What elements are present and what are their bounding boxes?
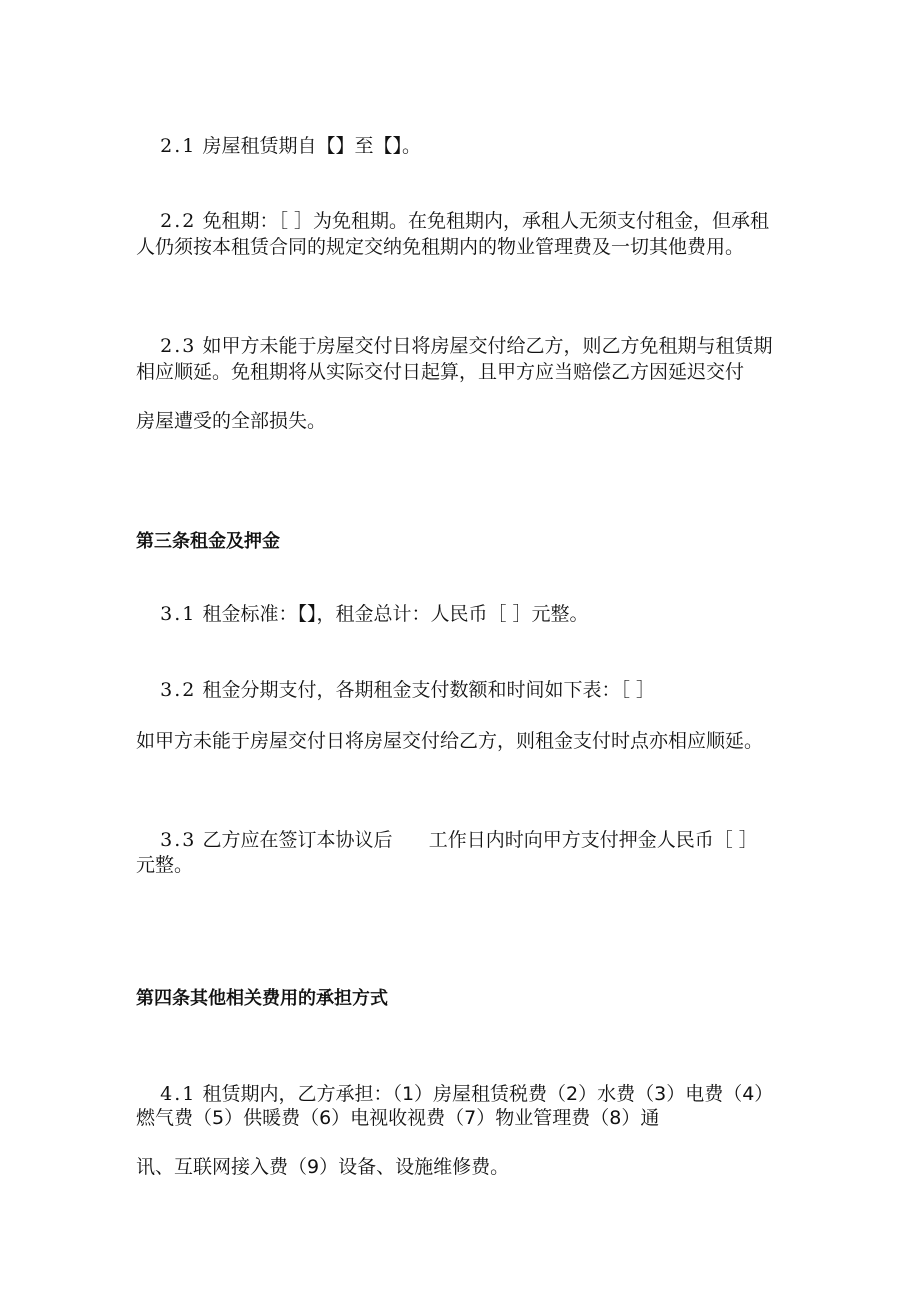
clause-text: 租金标准：【】，租金总计：人民币［ ］元整。 xyxy=(202,603,589,625)
clause-3-1 xyxy=(136,578,588,650)
clause-text: 租金分期支付，各期租金支付数额和时间如下表：［ ］ xyxy=(202,679,655,701)
clause-2-1 xyxy=(136,110,421,182)
clause-3-2-note: 如甲方未能于房屋交付日将房屋交付给乙方，则租金支付时点亦相应顺延。 xyxy=(136,730,764,752)
clause-text: 乙方应在签订本协议后 xyxy=(202,829,393,851)
clause-text: 免租期：［ ］为免租期。在免租期内，承租人无须支付租金，但承租 xyxy=(202,210,769,232)
clause-number: 2.3 xyxy=(160,335,197,357)
clause-2-3-line-2: 相应顺延。免租期将从实际交付日起算，且甲方应当赔偿乙方因延迟交付 xyxy=(136,361,745,383)
article-3-heading: 第三条租金及押金 xyxy=(136,531,280,552)
clause-2-2-line-2: 人仍须按本租赁合同的规定交纳免租期内的物业管理费及一切其他费用。 xyxy=(136,236,745,258)
clause-text: 房屋租赁期自【】至【】。 xyxy=(202,135,421,157)
clause-number: 2.1 xyxy=(160,135,197,157)
clause-4-1-line-3: 讯、互联网接入费（9）设备、设施维修费。 xyxy=(136,1156,510,1178)
clause-number: 2.2 xyxy=(160,210,197,232)
clause-number: 3.2 xyxy=(160,679,197,701)
clause-4-1-line-2: 燃气费（5）供暖费（6）电视收视费（7）物业管理费（8）通 xyxy=(136,1107,660,1129)
clause-number: 3.1 xyxy=(160,603,197,625)
clause-3-3-line-1 xyxy=(136,804,758,876)
clause-number: 3.3 xyxy=(160,829,197,851)
clause-2-3-line-3: 房屋遭受的全部损失。 xyxy=(136,410,327,432)
clause-number: 4.1 xyxy=(160,1083,197,1105)
clause-3-3-line-2: 元整。 xyxy=(136,854,194,876)
clause-text-cont: 工作日内时向甲方支付押金人民币［ ］ xyxy=(428,829,758,851)
clause-3-2 xyxy=(136,654,655,726)
clause-text: 如甲方未能于房屋交付日将房屋交付给乙方，则乙方免租期与租赁期 xyxy=(202,335,773,357)
clause-text: 租赁期内，乙方承担：（1）房屋租赁税费（2）水费（3）电费（4） xyxy=(202,1083,774,1105)
article-4-heading: 第四条其他相关费用的承担方式 xyxy=(136,988,388,1009)
